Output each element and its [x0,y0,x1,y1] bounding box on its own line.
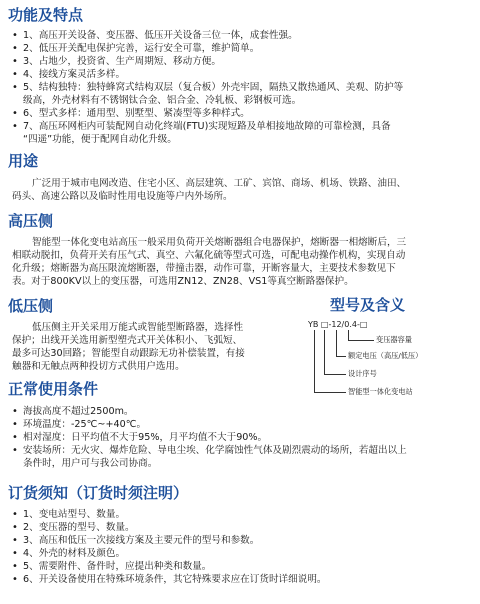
hv-line: 相联动脱扣，负荷开关有压气式、真空、六氟化硫等型式可选，可配电动操作机构，实现自动 [12,250,406,261]
bullet-icon: • [12,121,18,132]
order-heading: 订货须知（订货时须注明） [8,484,189,502]
list-item [12,81,403,94]
order-list [12,508,327,586]
lv-line: 最多可达30回路；智能型自动跟踪无功补偿装置，有接 [12,348,245,359]
diagram-line [348,330,349,340]
list-item [12,133,403,146]
bullet-icon: • [12,432,18,443]
bullet-icon: • [12,108,18,119]
list-item-text: 条件时，用户可与我公司协商。 [23,458,158,469]
diagram-line [314,330,315,392]
diagram-label: 变压器容量 [376,335,412,344]
list-item [12,457,407,470]
bullet-icon: • [12,56,18,67]
bullet-icon: • [12,522,18,533]
diagram-label: 额定电压（高压/低压） [348,351,423,360]
bullet-icon: • [12,535,18,546]
list-item [12,431,407,444]
list-item-text: 6、开关设备使用在特殊环境条件，其它特殊要求应在订货时详细说明。 [23,574,327,585]
list-item-text: 2、低压开关配电保护完善，运行安全可靠，维护简单。 [23,43,260,54]
diagram-line [336,356,346,357]
list-item [12,55,403,68]
list-item [12,405,407,418]
list-item [12,68,403,81]
list-item [12,107,403,120]
list-item-text: 2、变压器的型号、数量。 [23,522,135,533]
list-item-text: 级高，外壳材料有不锈钢钛合金、铝合金、冷轧板、彩钢板可选。 [23,95,302,106]
list-item-text: 5、需要附件、备件时，应提出种类和数量。 [23,561,212,572]
hv-paragraph [12,236,406,288]
hv-line: 表。对于800KV以上的变压器，可选用ZN12、ZN28、VS1等真空断路器保护。 [12,276,354,287]
diagram-line [348,340,374,341]
list-item-text: 5、结构独特：独特蜂窝式结构双层（复合板）外壳牢固，隔热又散热通风、美观、防护等 [23,82,404,93]
normal-list [12,405,407,470]
usage-heading: 用途 [8,152,39,170]
list-item-text: “四遥”功能，便于配网自动化升级。 [23,134,177,145]
list-item [12,418,407,431]
bullet-icon [12,94,23,107]
hv-line: 智能型一体化变电站高压一般采用负荷开关熔断器组合电器保护，熔断器一相熔断后，三 [32,237,407,248]
list-item-text: 1、高压开关设备、变压器、低压开关设备三位一体，成套性强。 [23,30,298,41]
lv-line: 触器和无触点两种投切方式供用户选用。 [12,361,185,372]
bullet-icon: • [12,30,18,41]
list-item [12,120,403,133]
bullet-icon: • [12,406,18,417]
list-item [12,42,403,55]
list-item-text: 6、型式多样：通用型、别墅型、紧凑型等多种样式。 [23,108,250,119]
usage-line: 码头、高速公路以及临时性用电设施等户内外场所。 [12,191,233,202]
model-heading: 型号及含义 [330,296,406,314]
bullet-icon [12,133,23,146]
list-item [12,29,403,42]
diagram-label: 设计序号 [348,369,377,378]
list-item-text: 海拔高度不超过2500m。 [23,406,134,417]
bullet-icon: • [12,548,18,559]
list-item-text: 环境温度：-25℃~+40℃。 [23,419,147,430]
normal-heading: 正常使用条件 [8,380,99,398]
list-item [12,547,327,560]
bullet-icon: • [12,509,18,520]
diagram-line [324,330,325,374]
list-item-text: 4、接线方案灵活多样。 [23,69,126,80]
list-item-text: 1、变电站型号、数量。 [23,509,126,520]
diagram-line [336,330,337,356]
bullet-icon: • [12,574,18,585]
diagram-label: 智能型一体化变电站 [348,387,413,396]
bullet-icon: • [12,82,18,93]
list-item [12,508,327,521]
list-item [12,573,327,586]
list-item-text: 安装场所：无火灾、爆炸危险、导电尘埃、化学腐蚀性气体及剧烈震动的场所，若超出以上 [23,445,407,456]
list-item [12,534,327,547]
diagram-line [314,392,346,393]
list-item-text: 7、高压环网柜内可装配网自动化终端(FTU)实现短路及单相接地故障的可靠检测，具备 [23,121,391,132]
features-list [12,29,403,146]
bullet-icon: • [12,69,18,80]
bullet-icon: • [12,561,18,572]
lv-paragraph [12,321,245,373]
model-code: YB □-12/0.4-□ [308,320,368,329]
list-item-text: 3、高压和低压一次接线方案及主要元件的型号和参数。 [23,535,260,546]
bullet-icon: • [12,419,18,430]
list-item-text: 3、占地少，投资省、生产周期短、移动方便。 [23,56,221,67]
bullet-icon: • [12,445,18,456]
usage-line: 广泛用于城市电网改造、住宅小区、高层建筑、工矿、宾馆、商场、机场、铁路、油田、 [32,178,407,189]
list-item-text: 相对湿度：日平均值不大于95%，月平均值不大于90%。 [23,432,268,443]
list-item [12,560,327,573]
usage-paragraph [12,177,406,203]
bullet-icon: • [12,43,18,54]
hv-heading: 高压侧 [8,212,54,230]
hv-line: 化升级；熔断器为高压限流熔断器，带撞击器，动作可靠，开断容量大，主要技术参数见下 [12,263,396,274]
lv-heading: 低压侧 [8,297,54,315]
list-item [12,94,403,107]
features-heading: 功能及特点 [8,6,84,24]
list-item-text: 4、外壳的材料及颜色。 [23,548,126,559]
lv-line: 保护；出线开关选用新型塑壳式开关体积小、飞弧短、 [12,335,243,346]
list-item [12,444,407,457]
list-item [12,521,327,534]
diagram-line [324,374,346,375]
bullet-icon [12,457,23,470]
model-diagram [308,320,478,400]
lv-line: 低压侧主开关采用万能式或智能型断路器，选择性 [32,322,244,333]
